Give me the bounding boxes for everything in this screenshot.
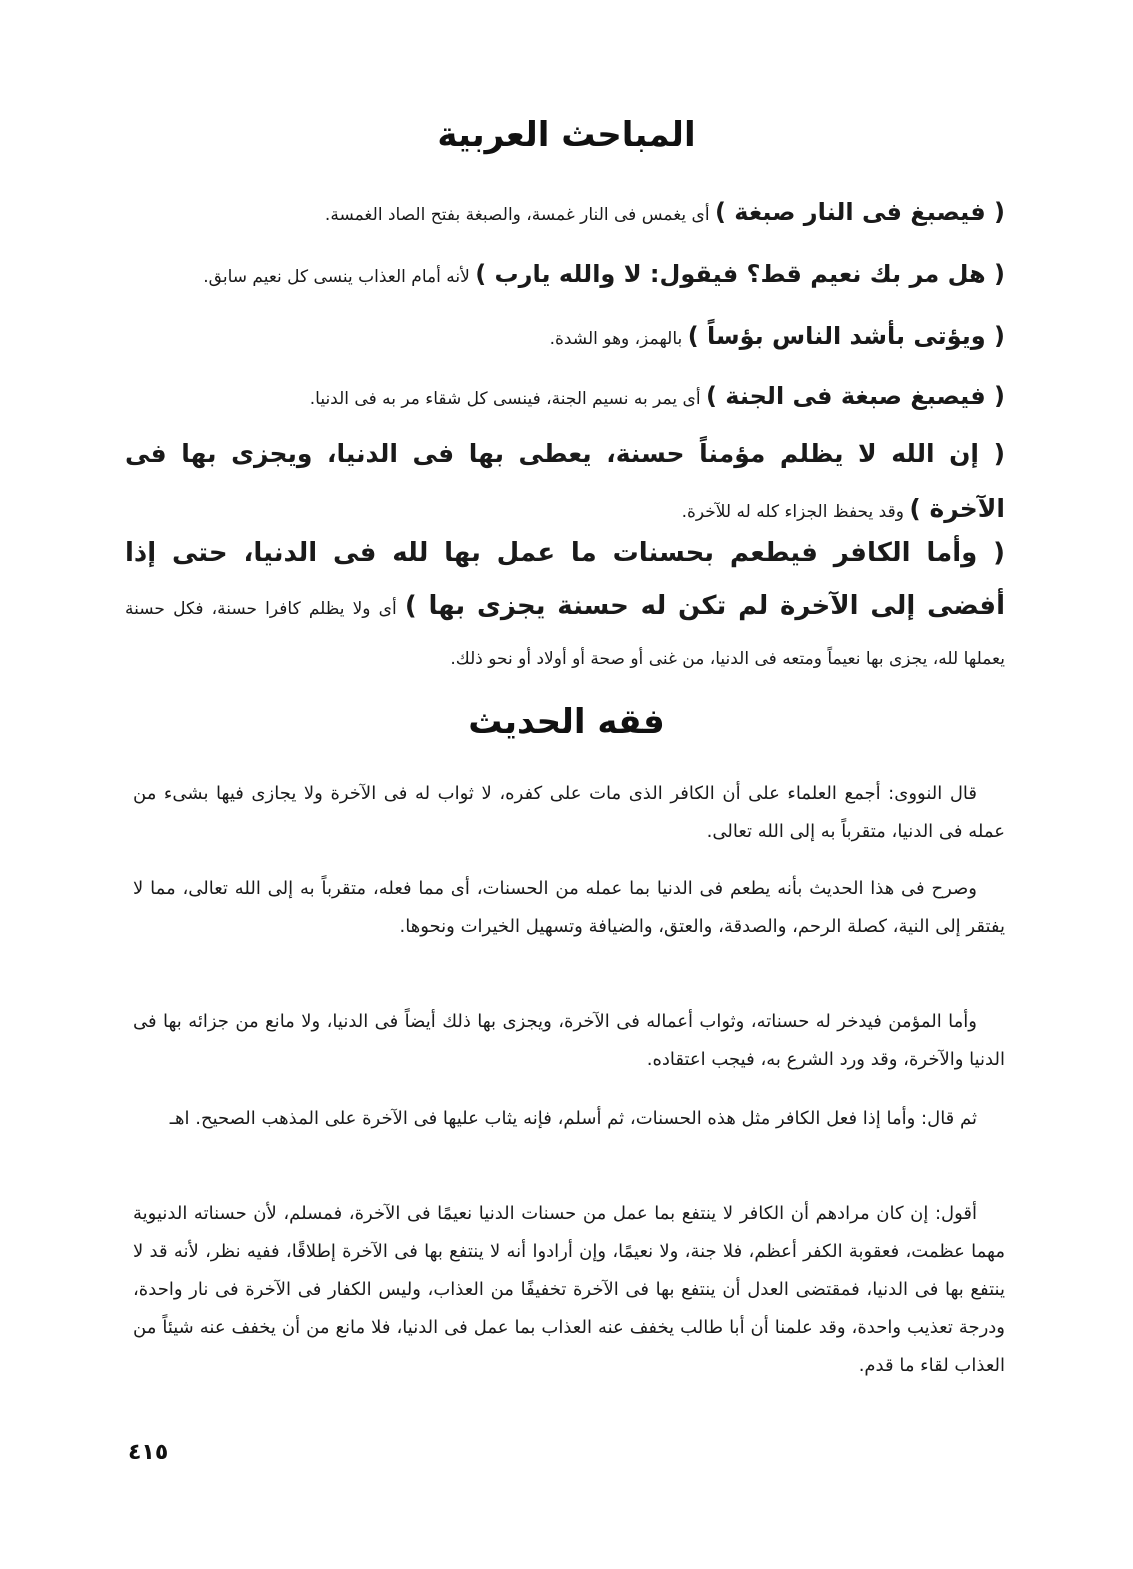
section-heading-hadith-jurisprudence: فقه الحديث xyxy=(468,702,665,742)
quran-quote: ( فيصبغ فى النار صبغة ) xyxy=(714,198,1005,226)
paragraph-text: وأما المؤمن فيدخر له حسناته، وثواب أعماله فى الآخرة، ويجزى بها ذلك أيضاً فى الدنيا، ولا مانع من جزائه بها فى الدنيا والآخرة، وقد ورد الشرع به، فيجب اعتقاده. xyxy=(133,1011,1005,1070)
vocab-entry xyxy=(125,307,1005,368)
page-number: ٤١٥ xyxy=(128,1440,169,1465)
explanation-text: وقد يحفظ الجزاء كله له للآخرة. xyxy=(681,502,904,522)
section-heading-arabic-studies: المباحث العربية xyxy=(437,115,696,155)
explanation-text: أى يمر به نسيم الجنة، فينسى كل شقاء مر به فى الدنيا. xyxy=(309,389,701,409)
vocab-entry xyxy=(125,528,1005,684)
paragraph-text: قال النووى: أجمع العلماء على أن الكافر الذى مات على كفره، لا ثواب له فى الآخرة ولا يجازى فيها بشىء من عمله فى الدنيا، متقرباً به إلى الله تعالى. xyxy=(133,783,1005,842)
quran-quote: ( وأما الكافر فيطعم بحسنات ما عمل بها لله فى الدنيا، حتى إذا أفضى إلى الآخرة لم تكن له حسنة يجزى بها ) xyxy=(125,538,1005,621)
vocab-entry xyxy=(125,367,1005,428)
vocab-entry xyxy=(125,245,1005,306)
paragraph-text: أقول: إن كان مرادهم أن الكافر لا ينتفع بما عمل من حسنات الدنيا نعيمًا فى الآخرة، فمسلم، لأن حسناته الدنيوية مهما عظمت، فعقوبة الكفر أعظم، فلا جنة، ولا نعيمًا، وإن أرادوا أنه لا ينتفع بها فى الآخرة إطلاقًا، ففيه نظر، لأنه قد لا ينتفع بها فى الدنيا، فمقتضى العدل أن ينتفع بها فى الآخرة تخفيفًا من العذاب، وليس الكفار فى الآخرة فى نار واحدة، ودرجة تعذيب واحدة، وقد علمنا أن أبا طالب يخفف عنه العذاب بما عمل فى الدنيا، فلا مانع من أن يخفف عنه شيئاً من العذاب لقاء ما قدم. xyxy=(133,1203,1005,1376)
quran-quote: ( فيصبغ صبغة فى الجنة ) xyxy=(705,382,1005,410)
quran-quote: ( إن الله لا يظلم مؤمناً حسنة، يعطى بها فى الدنيا، ويجزى بها فى الآخرة ) xyxy=(125,439,1005,523)
paragraph xyxy=(133,1003,1005,1079)
vocab-entry xyxy=(125,428,1005,538)
paragraph-text: ثم قال: وأما إذا فعل الكافر مثل هذه الحسنات، ثم أسلم، فإنه يثاب عليها فى الآخرة على المذهب الصحيح. اهـ xyxy=(169,1108,977,1129)
quran-quote: ( هل مر بك نعيم قط؟ فيقول: لا والله يارب ) xyxy=(475,260,1005,288)
paragraph xyxy=(133,1100,1005,1138)
paragraph xyxy=(133,775,1005,851)
vocab-entry xyxy=(125,183,1005,244)
paragraph-text: وصرح فى هذا الحديث بأنه يطعم فى الدنيا بما عمله من الحسنات، أى مما فعله، متقرباً به إلى الله تعالى، مما لا يفتقر إلى النية، كصلة الرحم، والصدقة، والعتق، والضيافة وتسهيل الخيرات ونحوها. xyxy=(133,878,1005,937)
explanation-text: بالهمز، وهو الشدة. xyxy=(549,329,683,349)
paragraph xyxy=(133,1195,1005,1385)
explanation-text: أى يغمس فى النار غمسة، والصبغة بفتح الصاد الغمسة. xyxy=(324,205,710,225)
explanation-text: لأنه أمام العذاب ينسى كل نعيم سابق. xyxy=(203,267,470,287)
quran-quote: ( ويؤتى بأشد الناس بؤساً ) xyxy=(687,322,1005,350)
paragraph xyxy=(133,870,1005,946)
explanation-text: أى ولا يظلم كافرا حسنة، فكل حسنة يعملها لله، يجزى بها نعيماً ومتعه فى الدنيا، من غنى أو صحة أو أولاد أو نحو ذلك. xyxy=(125,599,1005,669)
